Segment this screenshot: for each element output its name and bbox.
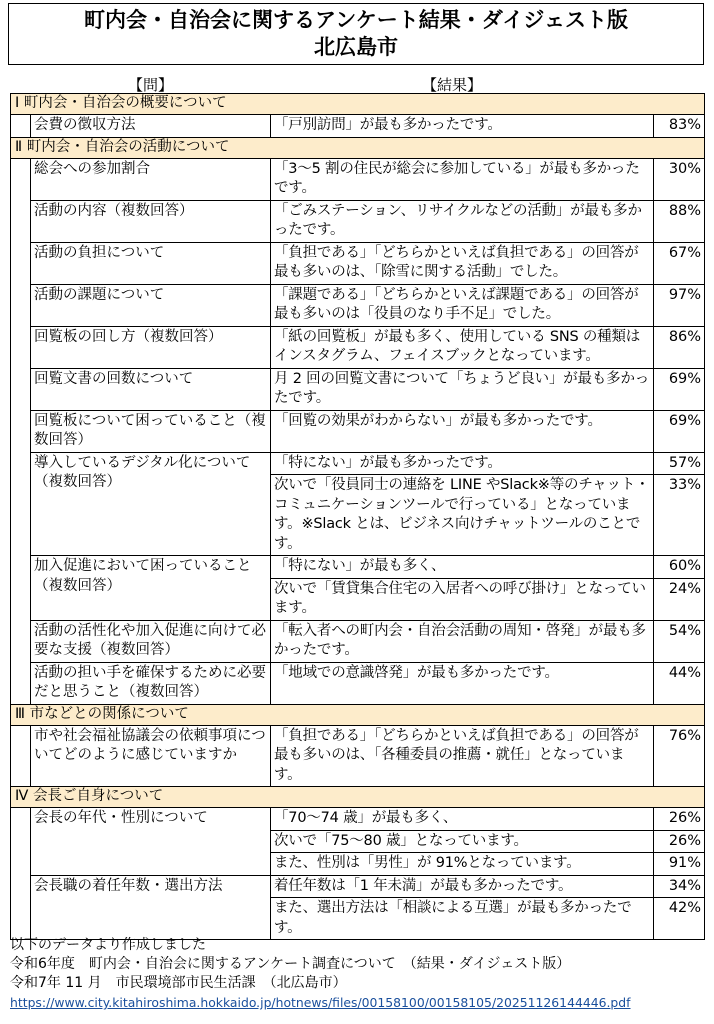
source-publisher: 令和7年 11 月 市民環境部市民生活課 （北広島市） — [10, 975, 347, 991]
question-cell: 活動の担い手を確保するために必要だと思うこと（複数回答） — [31, 662, 271, 704]
percent-cell: 76% — [654, 725, 705, 787]
table-row — [11, 452, 705, 475]
question-cell: 活動の内容（複数回答） — [31, 200, 271, 242]
answer-cell: 「地域での意識啓発」が最も多かったです。 — [271, 662, 654, 704]
percent-cell: 26% — [654, 808, 705, 831]
answer-cell: 「戸別訪問」が最も多かったです。 — [271, 115, 654, 138]
question-cell: 活動の負担について — [31, 242, 271, 284]
answer-cell: 「負担である」「どちらかといえば負担である」の回答が最も多いのは、「各種委員の推薦・就任」となっています。 — [271, 725, 654, 787]
percent-cell: 67% — [654, 242, 705, 284]
answer-cell: 月 2 回の回覧文書について「ちょうど良い」が最も多かったです。 — [271, 368, 654, 410]
table-row — [11, 662, 705, 704]
percent-cell: 26% — [654, 830, 705, 853]
section-heading — [11, 704, 705, 725]
page-title: 町内会・自治会に関するアンケート結果・ダイジェスト版 — [84, 8, 628, 32]
question-cell: 会長職の着任年数・選出方法 — [31, 875, 271, 940]
source-intro: 以下のデータより作成しました — [10, 937, 206, 953]
percent-cell: 69% — [654, 368, 705, 410]
percent-cell: 24% — [654, 578, 705, 620]
section-heading — [11, 137, 705, 158]
table-row — [11, 284, 705, 326]
source-note — [10, 936, 710, 1012]
question-cell: 回覧板について困っていること（複数回答） — [31, 410, 271, 452]
answer-cell: 「負担である」「どちらかといえば負担である」の回答が最も多いのは、「除雪に関する活動」でした。 — [271, 242, 654, 284]
percent-cell: 57% — [654, 452, 705, 475]
percent-cell: 86% — [654, 326, 705, 368]
question-cell: 導入しているデジタル化について（複数回答） — [31, 452, 271, 556]
table-row — [11, 620, 705, 662]
percent-cell: 69% — [654, 410, 705, 452]
answer-cell: 「回覧の効果がわからない」が最も多かったです。 — [271, 410, 654, 452]
answer-cell: 「3～5 割の住民が総会に参加している」が最も多かったです。 — [271, 158, 654, 200]
percent-cell: 83% — [654, 115, 705, 138]
section-3-heading: Ⅲ 市などとの関係について — [11, 704, 705, 725]
section-1-heading: Ⅰ 町内会・自治会の概要について — [11, 94, 705, 115]
result-column-header: 【結果】 — [422, 76, 483, 94]
table-row — [11, 875, 705, 898]
question-cell: 会費の徴収方法 — [31, 115, 271, 138]
title-box — [8, 3, 704, 65]
answer-cell: 「特にない」が最も多かったです。 — [271, 452, 654, 475]
percent-cell: 42% — [654, 898, 705, 940]
percent-cell: 33% — [654, 475, 705, 556]
survey-table — [10, 93, 705, 940]
answer-cell: 次いで「賃貸集合住宅の入居者への呼び掛け」となっています。 — [271, 578, 654, 620]
table-row — [11, 725, 705, 787]
question-cell: 会長の年代・性別について — [31, 808, 271, 876]
question-cell: 総会への参加割合 — [31, 158, 271, 200]
percent-cell: 44% — [654, 662, 705, 704]
question-cell: 市や社会福祉協議会の依頼事項についてどのように感じていますか — [31, 725, 271, 787]
percent-cell: 91% — [654, 853, 705, 876]
table-row — [11, 410, 705, 452]
answer-cell: 「ごみステーション、リサイクルなどの活動」が最も多かったです。 — [271, 200, 654, 242]
answer-cell: 「転入者への町内会・自治会活動の周知・啓発」が最も多かったです。 — [271, 620, 654, 662]
question-column-header: 【問】 — [128, 76, 174, 94]
section-heading — [11, 787, 705, 808]
answer-cell: 次いで「75～80 歳」となっています。 — [271, 830, 654, 853]
table-row — [11, 115, 705, 138]
question-cell: 加入促進において困っていること（複数回答） — [31, 556, 271, 621]
percent-cell: 88% — [654, 200, 705, 242]
percent-cell: 97% — [654, 284, 705, 326]
table-row — [11, 326, 705, 368]
answer-cell: 着任年数は「1 年未満」が最も多かったです。 — [271, 875, 654, 898]
table-row — [11, 808, 705, 831]
answer-cell: 「70～74 歳」が最も多く、 — [271, 808, 654, 831]
percent-cell: 30% — [654, 158, 705, 200]
table-row — [11, 200, 705, 242]
question-cell: 回覧文書の回数について — [31, 368, 271, 410]
section-2-heading: Ⅱ 町内会・自治会の活動について — [11, 137, 705, 158]
table-row — [11, 368, 705, 410]
table-row — [11, 158, 705, 200]
answer-cell: 「特にない」が最も多く、 — [271, 556, 654, 579]
answer-cell: 次いで「役員同士の連絡を LINE やSlack※等のチャット・コミュニケーションツールで行っている」となっています。※Slack とは、ビジネス向けチャットツールのことです。 — [271, 475, 654, 556]
source-url-link[interactable]: https://www.city.kitahiroshima.hokkaido.jp/hotnews/files/00158100/00158105/20251126144446.pdf — [10, 995, 631, 1010]
answer-cell: 「課題である」「どちらかといえば課題である」の回答が最も多いのは「役員のなり手不足」でした。 — [271, 284, 654, 326]
table-row — [11, 556, 705, 579]
percent-cell: 60% — [654, 556, 705, 579]
percent-cell: 54% — [654, 620, 705, 662]
answer-cell: また、選出方法は「相談による互選」が最も多かったです。 — [271, 898, 654, 940]
column-headers — [0, 74, 714, 94]
page-subtitle-city: 北広島市 — [314, 35, 398, 59]
question-cell: 活動の課題について — [31, 284, 271, 326]
source-title: 令和6年度 町内会・自治会に関するアンケート調査について （結果・ダイジェスト版） — [10, 956, 571, 972]
answer-cell: 「紙の回覧板」が最も多く、使用している SNS の種類はインスタグラム、フェイスブックとなっています。 — [271, 326, 654, 368]
percent-cell: 34% — [654, 875, 705, 898]
question-cell: 活動の活性化や加入促進に向けて必要な支援（複数回答） — [31, 620, 271, 662]
section-4-heading: Ⅳ 会長ご自身について — [11, 787, 705, 808]
section-heading — [11, 94, 705, 115]
table-row — [11, 242, 705, 284]
question-cell: 回覧板の回し方（複数回答） — [31, 326, 271, 368]
answer-cell: また、性別は「男性」が 91%となっています。 — [271, 853, 654, 876]
